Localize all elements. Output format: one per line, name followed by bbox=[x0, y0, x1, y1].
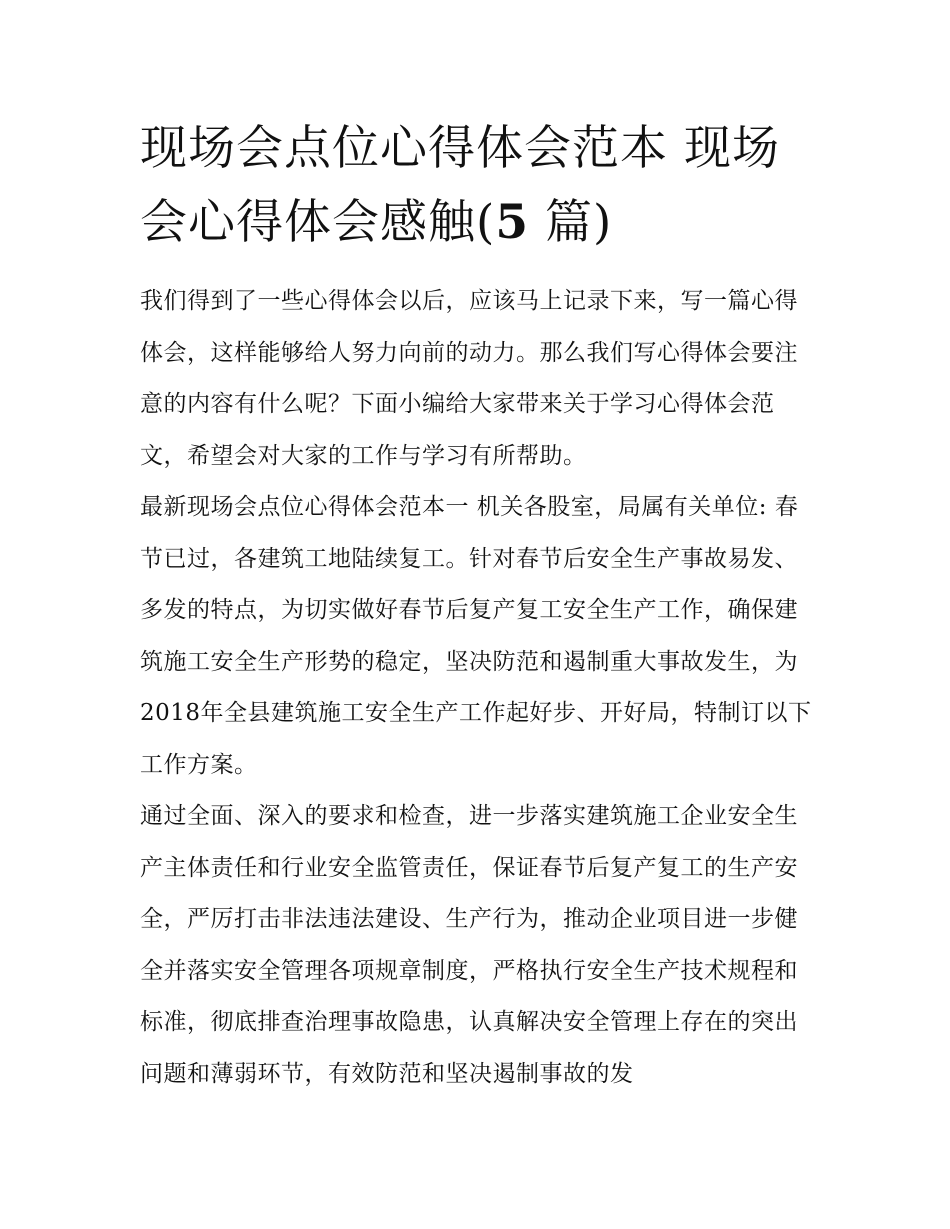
document-title bbox=[140, 112, 820, 260]
title-text: 现场会点位心得体会范本 现场会心得体会感触( bbox=[140, 121, 780, 250]
title-count: 5 bbox=[495, 195, 530, 250]
paragraph-notice: 最新现场会点位心得体会范本一 机关各股室，局属有关单位: 春节已过，各建筑工地陆续复工。针对春节后安全生产事故易发、多发的特点，为切实做好春节后复产复工安全生产工作，确保建筑施工安全生产形势的稳定，坚决防范和遏制重大事故发生，为2018年全县建筑施工安全生产工作起好步、开好局，特制订以下工作方案。 bbox=[140, 494, 812, 778]
title-suffix: 篇) bbox=[529, 195, 613, 250]
document-body bbox=[140, 276, 816, 1100]
paragraph-objectives: 通过全面、深入的要求和检查，进一步落实建筑施工企业安全生产主体责任和行业安全监管责任，保证春节后复产复工的生产安全，严厉打击非法违法建设、生产行为，推动企业项目进一步健全并落实安全管理各项规章制度，严格执行安全生产技术规程和标准，彻底排查治理事故隐患，认真解决安全管理上存在的突出问题和薄弱环节，有效防范和坚决遏制事故的发 bbox=[140, 803, 798, 1087]
paragraph-intro: 我们得到了一些心得体会以后，应该马上记录下来，写一篇心得体会，这样能够给人努力向前的动力。那么我们写心得体会要注意的内容有什么呢？下面小编给大家带来关于学习心得体会范文，希望会对大家的工作与学习有所帮助。 bbox=[140, 288, 798, 469]
